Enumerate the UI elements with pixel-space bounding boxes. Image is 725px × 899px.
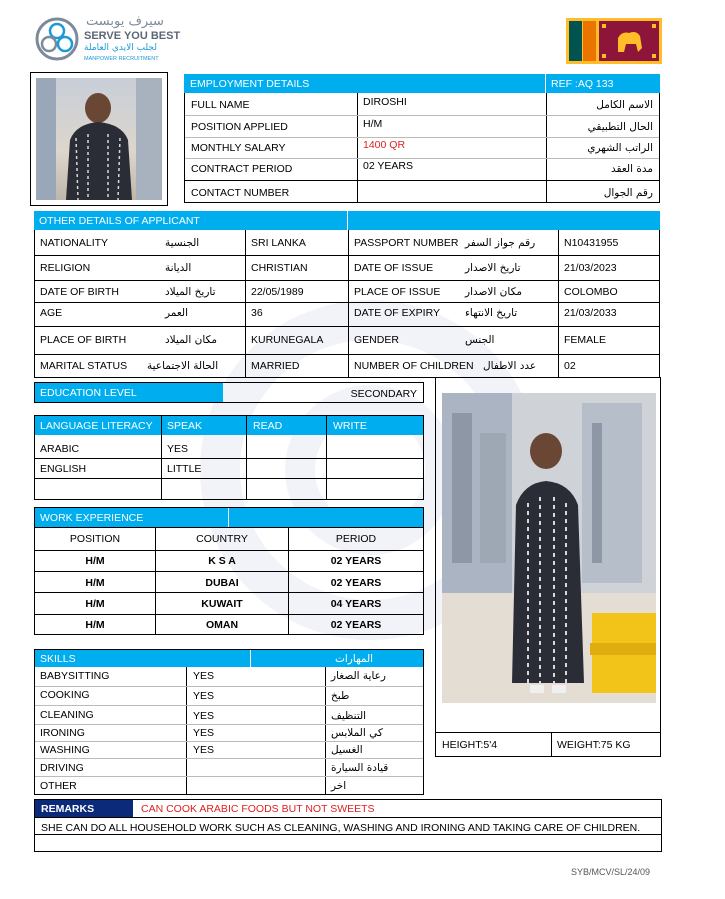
work-experience-header — [35, 508, 228, 527]
skill-other-ar: اخر — [331, 780, 347, 792]
work-row-2-position: H/M — [85, 577, 105, 589]
nationality-label: NATIONALITY — [40, 237, 109, 249]
height-weight-row — [435, 732, 661, 757]
language-english-speak: LITTLE — [167, 463, 202, 475]
monthly-salary-label: MONTHLY SALARY — [191, 142, 286, 154]
work-header-period: PERIOD — [335, 533, 377, 545]
skills-title: SKILLS — [40, 653, 76, 665]
place-of-issue-value: COLOMBO — [564, 286, 618, 298]
skill-ironing: IRONING — [40, 727, 85, 739]
skills-header — [35, 650, 423, 667]
employment-title: EMPLOYMENT DETAILS — [190, 78, 310, 90]
monthly-salary-value: 1400 QR — [363, 139, 406, 151]
other-details-title: OTHER DETAILS OF APPLICANT — [39, 215, 200, 227]
passport-number-label-ar: رقم جواز السفر — [465, 237, 536, 249]
education-label-cell — [35, 383, 223, 402]
remarks-label-cell — [35, 800, 133, 817]
applicant-photo-small — [36, 78, 162, 200]
skill-cooking: COOKING — [40, 689, 90, 701]
weight-value: WEIGHT:75 KG — [557, 739, 631, 751]
work-row-4-position: H/M — [85, 619, 105, 631]
work-row-1-position: H/M — [85, 555, 105, 567]
gender-label: GENDER — [354, 334, 399, 346]
height-value: HEIGHT:5'4 — [442, 739, 498, 751]
place-of-birth-label-ar: مكان الميلاد — [165, 334, 217, 346]
agency-name-ar: سيرف يوبست — [86, 14, 164, 29]
remarks-section — [34, 799, 662, 852]
language-english: ENGLISH — [40, 463, 87, 475]
skill-driving: DRIVING — [40, 762, 84, 774]
position-applied-label-ar: الحال التطبيقي — [587, 121, 653, 133]
employment-header — [184, 74, 660, 93]
work-header-position: POSITION — [69, 533, 121, 545]
date-of-issue-label-ar: تاريخ الاصدار — [465, 262, 521, 274]
other-details-table — [34, 230, 660, 378]
nationality-label-ar: الجنسية — [165, 237, 200, 249]
contract-period-value: 02 YEARS — [363, 160, 414, 172]
religion-label-ar: الديانة — [165, 262, 192, 274]
work-row-4-period: 02 YEARS — [330, 619, 382, 631]
work-experience-title: WORK EXPERIENCE — [40, 512, 144, 524]
number-of-children-value: 02 — [564, 360, 576, 372]
marital-status-label-ar: الحالة الاجتماعية — [147, 360, 219, 372]
date-of-birth-label: DATE OF BIRTH — [40, 286, 119, 298]
gender-value: FEMALE — [564, 334, 607, 346]
skill-cooking-ar: طبخ — [331, 690, 350, 702]
work-row-3-position: H/M — [85, 598, 105, 610]
age-label: AGE — [40, 307, 63, 319]
skills-table — [34, 649, 424, 795]
number-of-children-label-ar: عدد الاطفال — [483, 360, 537, 372]
passport-number-label: PASSPORT NUMBER — [354, 237, 459, 249]
place-of-birth-label: PLACE OF BIRTH — [40, 334, 127, 346]
skill-babysitting-ar: رعاية الصغار — [331, 670, 386, 682]
agency-logo — [34, 14, 181, 66]
agency-tagline-ar: لجلب الايدي العاملة — [84, 43, 157, 53]
skill-washing-ar: الغسيل — [331, 744, 363, 756]
remarks-label: REMARKS — [41, 803, 95, 815]
skill-cooking-value: YES — [193, 690, 215, 702]
full-name-value: DIROSHI — [363, 96, 407, 108]
date-of-expiry-label-ar: تاريخ الانتهاء — [465, 307, 518, 319]
language-arabic: ARABIC — [40, 443, 80, 455]
passport-number-value: N10431955 — [564, 237, 619, 249]
work-row-2-period: 02 YEARS — [330, 577, 382, 589]
religion-value: CHRISTIAN — [251, 262, 308, 274]
language-header-lang: LANGUAGE LITERACY — [40, 420, 153, 432]
skill-cleaning: CLEANING — [40, 709, 94, 721]
agency-tagline-en: MANPOWER RECRUITMENT — [84, 56, 159, 62]
skill-babysitting: BABYSITTING — [40, 670, 110, 682]
skills-title-ar: المهارات — [335, 653, 374, 665]
skill-cleaning-value: YES — [193, 710, 215, 722]
skill-cleaning-ar: التنظيف — [331, 710, 367, 722]
language-header — [35, 416, 423, 435]
date-of-issue-value: 21/03/2023 — [564, 262, 617, 274]
education-label: EDUCATION LEVEL — [40, 387, 137, 399]
language-header-speak: SPEAK — [167, 420, 203, 432]
contract-period-label: CONTRACT PERIOD — [191, 163, 293, 175]
education-row — [34, 382, 424, 403]
logo-emblem-icon — [34, 16, 80, 62]
remarks-text: SHE CAN DO ALL HOUSEHOLD WORK SUCH AS CLEANING, WASHING AND IRONING AND TAKING CARE OF CHILDREN. — [41, 822, 641, 834]
monthly-salary-label-ar: الراتب الشهري — [587, 142, 653, 154]
marital-status-label: MARITAL STATUS — [40, 360, 128, 372]
language-header-read: READ — [253, 420, 283, 432]
date-of-expiry-label: DATE OF EXPIRY — [354, 307, 440, 319]
full-name-label-ar: الاسم الكامل — [596, 99, 653, 111]
language-arabic-speak: YES — [167, 443, 189, 455]
skill-ironing-value: YES — [193, 727, 215, 739]
employment-table — [184, 93, 660, 203]
reference-number: REF :AQ 133 — [551, 78, 614, 90]
agency-name-en: SERVE YOU BEST — [84, 30, 181, 42]
sri-lanka-flag-icon — [566, 18, 662, 64]
skill-washing: WASHING — [40, 744, 90, 756]
date-of-birth-value: 22/05/1989 — [251, 286, 304, 298]
place-of-issue-label-ar: مكان الاصدار — [465, 286, 522, 298]
contact-number-label: CONTACT NUMBER — [191, 187, 290, 199]
document-code: SYB/MCV/SL/24/09 — [571, 867, 651, 877]
work-row-4-country: OMAN — [205, 619, 239, 631]
skill-other: OTHER — [40, 780, 77, 792]
work-experience-table — [34, 507, 424, 635]
skill-washing-value: YES — [193, 744, 215, 756]
skill-ironing-ar: كي الملابس — [331, 727, 383, 739]
language-header-write: WRITE — [333, 420, 367, 432]
position-applied-label: POSITION APPLIED — [191, 121, 288, 133]
applicant-photo-large — [442, 393, 656, 703]
religion-label: RELIGION — [40, 262, 91, 274]
skill-babysitting-value: YES — [193, 670, 215, 682]
age-value: 36 — [251, 307, 263, 319]
language-table — [34, 415, 424, 500]
education-value: SECONDARY — [350, 388, 417, 400]
work-header-country: COUNTRY — [196, 533, 248, 545]
gender-label-ar: الجنس — [465, 334, 495, 346]
remarks-highlight: CAN COOK ARABIC FOODS BUT NOT SWEETS — [141, 803, 375, 815]
contract-period-label-ar: مدة العقد — [611, 163, 653, 175]
skill-driving-ar: قيادة السيارة — [331, 762, 389, 774]
place-of-issue-label: PLACE OF ISSUE — [354, 286, 441, 298]
contact-number-label-ar: رقم الجوال — [603, 187, 653, 199]
date-of-expiry-value: 21/03/2033 — [564, 307, 617, 319]
work-row-2-country: DUBAI — [205, 577, 239, 589]
marital-status-value: MARRIED — [251, 360, 300, 372]
nationality-value: SRI LANKA — [251, 237, 306, 249]
work-row-3-period: 04 YEARS — [330, 598, 382, 610]
number-of-children-label: NUMBER OF CHILDREN — [354, 360, 474, 372]
position-applied-value: H/M — [363, 118, 383, 130]
date-of-birth-label-ar: تاريخ الميلاد — [165, 286, 216, 298]
age-label-ar: العمر — [165, 307, 189, 319]
work-row-1-period: 02 YEARS — [330, 555, 382, 567]
date-of-issue-label: DATE OF ISSUE — [354, 262, 434, 274]
full-name-label: FULL NAME — [191, 99, 250, 111]
work-row-3-country: KUWAIT — [201, 598, 243, 610]
place-of-birth-value: KURUNEGALA — [251, 334, 324, 346]
work-row-1-country: K S A — [208, 555, 236, 567]
